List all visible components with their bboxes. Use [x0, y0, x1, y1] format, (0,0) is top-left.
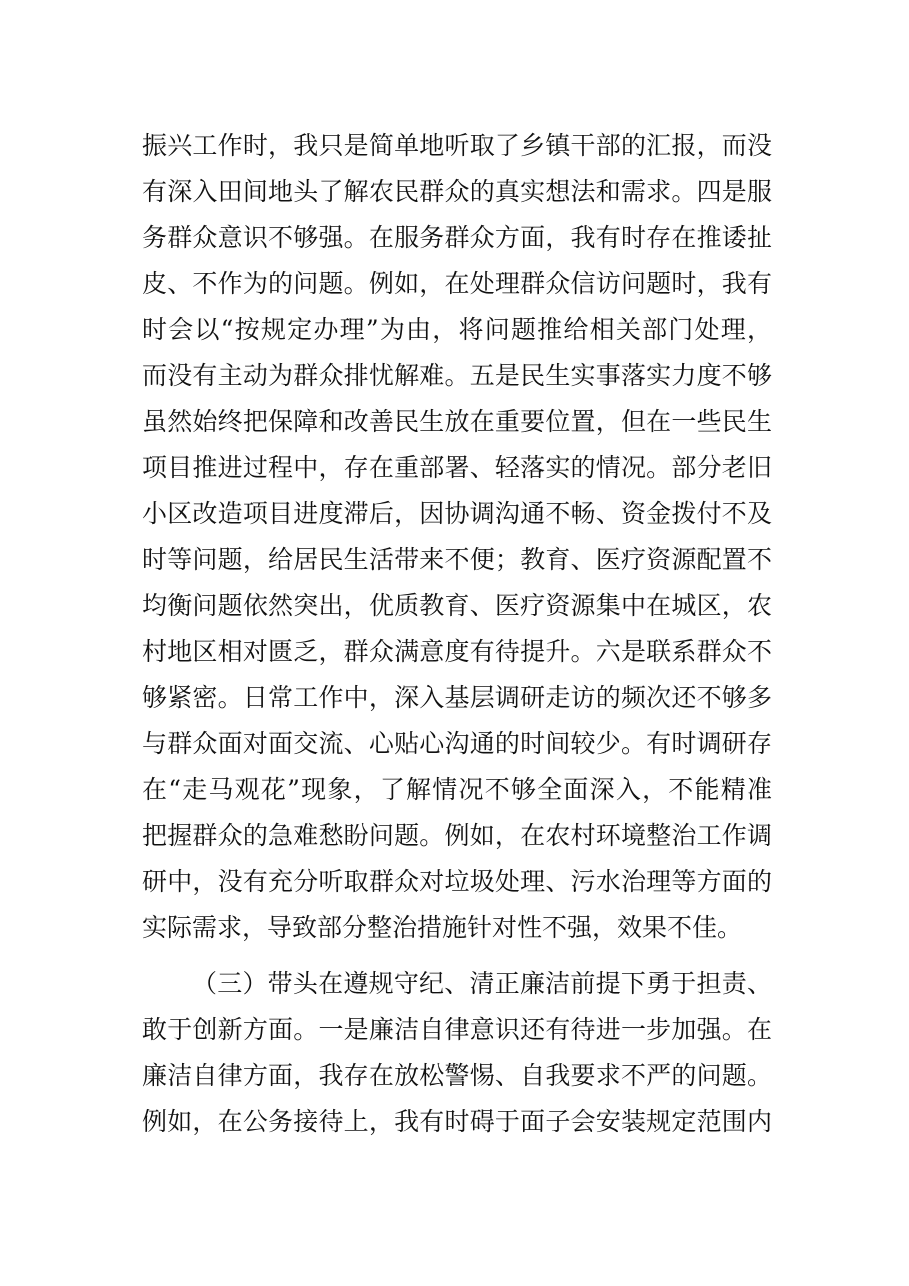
text-line: 均衡问题依然突出，优质教育、医疗资源集中在城区，农 — [142, 591, 772, 620]
text-line: 皮、不作为的问题。例如，在处理群众信访问题时，我有 — [142, 269, 772, 298]
text-line: 在“走马观花”现象，了解情况不够全面深入，不能精准 — [142, 775, 772, 804]
text-line: 有深入田间地头了解农民群众的真实想法和需求。四是服 — [142, 177, 772, 206]
text-line: 项目推进过程中，存在重部署、轻落实的情况。部分老旧 — [142, 453, 772, 482]
text-line: 振兴工作时，我只是简单地听取了乡镇干部的汇报，而没 — [142, 131, 772, 160]
text-line: 敢于创新方面。一是廉洁自律意识还有待进一步加强。在 — [142, 1015, 772, 1044]
text-line: 研中，没有充分听取群众对垃圾处理、污水治理等方面的 — [142, 867, 772, 896]
section-heading-line: （三）带头在遵规守纪、清正廉洁前提下勇于担责、 — [192, 969, 772, 998]
text-line: 实际需求，导致部分整治措施针对性不强，效果不佳。 — [142, 913, 743, 942]
text-line: 把握群众的急难愁盼问题。例如，在农村环境整治工作调 — [142, 821, 772, 850]
text-line: 村地区相对匮乏，群众满意度有待提升。六是联系群众不 — [142, 637, 772, 666]
text-line: 与群众面对面交流、心贴心沟通的时间较少。有时调研存 — [142, 729, 772, 758]
text-line: 而没有主动为群众排忧解难。五是民生实事落实力度不够 — [142, 361, 772, 390]
text-line: 够紧密。日常工作中，深入基层调研走访的频次还不够多 — [142, 683, 772, 712]
text-line: 时等问题，给居民生活带来不便；教育、医疗资源配置不 — [142, 545, 772, 574]
text-line: 虽然始终把保障和改善民生放在重要位置，但在一些民生 — [142, 407, 772, 436]
text-line: 务群众意识不够强。在服务群众方面，我有时存在推诿扯 — [142, 223, 772, 252]
text-line: 例如，在公务接待上，我有时碍于面子会安装规定范围内 — [142, 1107, 772, 1136]
text-line: 小区改造项目进度滞后，因协调沟通不畅、资金拨付不及 — [142, 499, 772, 528]
text-line: 时会以“按规定办理”为由，将问题推给相关部门处理， — [142, 315, 772, 344]
text-line: 廉洁自律方面，我存在放松警惕、自我要求不严的问题。 — [142, 1061, 772, 1090]
